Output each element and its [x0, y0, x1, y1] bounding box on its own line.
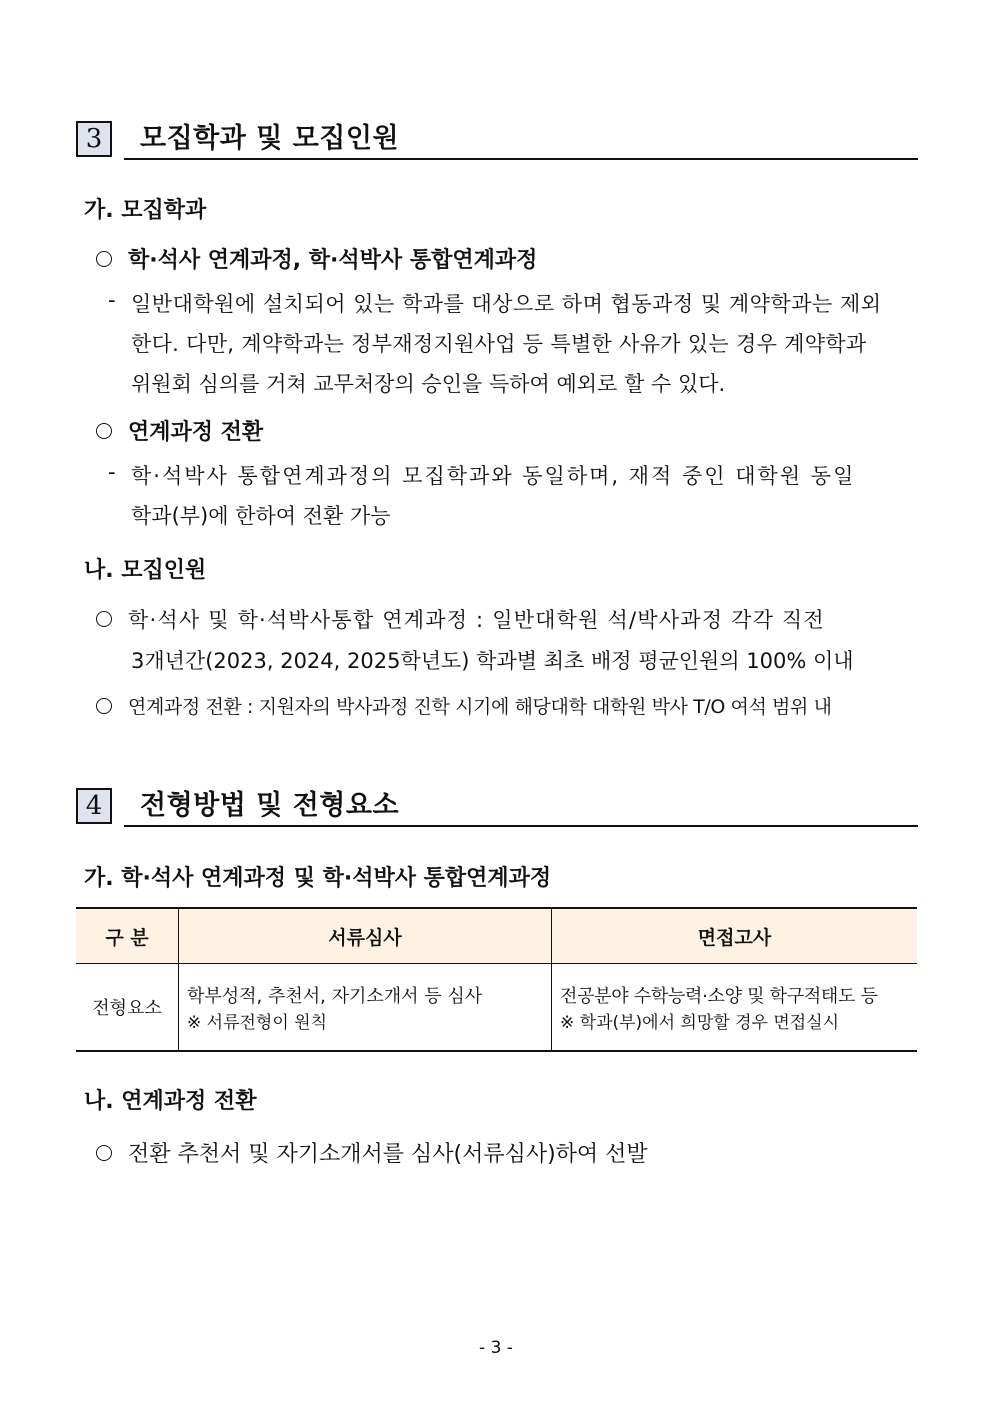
page-number: - 3 - [479, 1338, 513, 1358]
bullet-item: 연계과정 전환 : 지원자의 박사과정 진학 시기에 해당대학 대학원 박사 T/O 여석 범위 내 [96, 692, 832, 719]
table-header-cell: 구 분 [76, 908, 179, 964]
circle-bullet-icon [96, 423, 112, 439]
dash-marker: - [108, 288, 116, 312]
subheading-ga: 가. 모집학과 [84, 198, 207, 223]
bullet-item: 학·석사 연계과정, 학·석박사 통합연계과정 [96, 243, 537, 274]
table-header-cell: 면접고사 [552, 908, 918, 964]
subheading-na: 나. 연계과정 전환 [84, 1089, 257, 1114]
table-header-cell: 서류심사 [179, 908, 552, 964]
section-3-heading [76, 121, 918, 161]
selection-table [76, 907, 917, 1052]
section-rule [124, 158, 918, 160]
section-rule [124, 825, 918, 827]
section-number-badge: 4 [76, 788, 112, 824]
dash-marker: - [108, 460, 116, 484]
paragraph-line: 위원회 심의를 거쳐 교무처장의 승인을 득하여 예외로 할 수 있다. [131, 372, 726, 396]
subheading-ga: 가. 학·석사 연계과정 및 학·석박사 통합연계과정 [84, 866, 552, 891]
cell-note: ※ 서류전형이 원칙 [187, 1012, 328, 1033]
bullet-item: 전환 추천서 및 자기소개서를 심사(서류심사)하여 선발 [96, 1137, 648, 1168]
circle-bullet-icon [96, 251, 112, 267]
table-cell [179, 964, 552, 1052]
table-cell [552, 964, 918, 1052]
paragraph-line: 학과(부)에 한하여 전환 가능 [131, 504, 391, 528]
circle-bullet-icon [96, 698, 112, 714]
cell-note: ※ 학과(부)에서 희망할 경우 면접실시 [560, 1012, 840, 1033]
table-row [76, 964, 917, 1052]
row-label: 전형요소 [76, 964, 179, 1052]
section-title: 전형방법 및 전형요소 [140, 790, 400, 821]
paragraph-line: 학·석박사 통합연계과정의 모집학과와 동일하며, 재적 중인 대학원 동일 [131, 464, 856, 488]
circle-bullet-icon [96, 1145, 112, 1161]
section-number-badge: 3 [76, 121, 112, 157]
section-4-heading [76, 788, 918, 828]
subheading-na: 나. 모집인원 [84, 558, 207, 583]
paragraph-line: 한다. 다만, 계약학과는 정부재정지원사업 등 특별한 사유가 있는 경우 계약학과 [131, 332, 867, 356]
bullet-item: 연계과정 전환 [96, 415, 263, 446]
paragraph-line: 3개년간(2023, 2024, 2025학년도) 학과별 최초 배정 평균인원의 100% 이내 [131, 649, 854, 673]
cell-text: 전공분야 수학능력·소양 및 학구적태도 등 [560, 985, 878, 1007]
bullet-item: 학·석사 및 학·석박사통합 연계과정 : 일반대학원 석/박사과정 각각 직전 [96, 604, 825, 634]
table-header-row [76, 908, 917, 964]
circle-bullet-icon [96, 611, 112, 627]
cell-text: 학부성적, 추천서, 자기소개서 등 심사 [187, 985, 483, 1007]
paragraph-line: 일반대학원에 설치되어 있는 학과를 대상으로 하며 협동과정 및 계약학과는 제외 [131, 292, 882, 316]
section-title: 모집학과 및 모집인원 [140, 123, 400, 154]
